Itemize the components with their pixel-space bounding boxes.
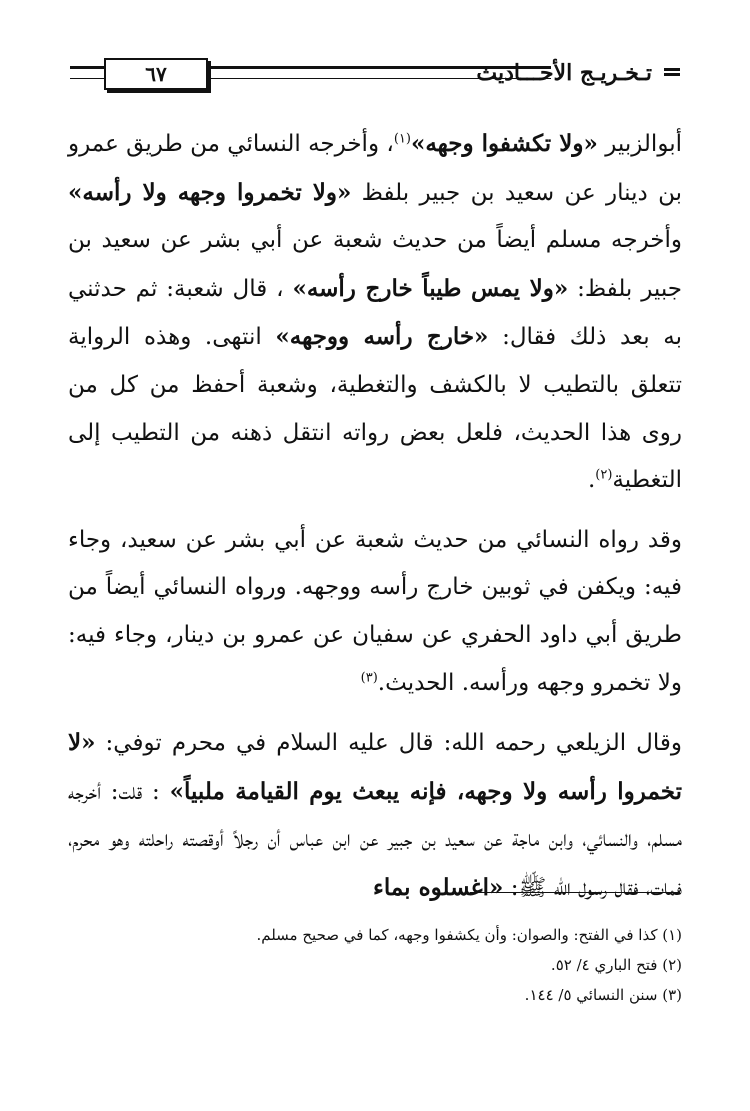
header-rule xyxy=(206,66,551,79)
quoted-hadith: «اغسلوه بماء xyxy=(373,873,504,901)
header-rule-left xyxy=(70,66,104,79)
quoted-hadith: «ولا يمس طيباً خارج رأسه» xyxy=(292,274,569,302)
paragraph xyxy=(68,719,682,912)
quoted-hadith: «ولا تخمروا وجهه ولا رأسه» xyxy=(68,178,352,206)
text-run: ، وأخرجه النسائي من طريق عمرو بن دينار عن سعيد بن جبير بلفظ xyxy=(68,131,682,206)
paragraph xyxy=(68,517,682,707)
quoted-hadith: «خارج رأسه ووجهه» xyxy=(275,323,489,351)
paragraph xyxy=(68,120,682,505)
quoted-hadith: «لا تخمروا رأسه ولا وجهه، فإنه يبعث يوم القيامة ملبياً» xyxy=(68,729,683,805)
footnote-ref: (٢) xyxy=(595,467,613,483)
quoted-hadith: «ولا تكشفوا وجهه» xyxy=(410,130,598,157)
chapter-title: تـخـريـج الأحـــاديث xyxy=(476,60,652,86)
text-run: ، قال شعبة: ثم حدثني به بعد ذلك فقال: xyxy=(68,275,682,351)
text-run: . xyxy=(587,467,596,494)
page-number: ٦٧ xyxy=(104,58,208,90)
footnote: (٢) فتح الباري ٤/ ٥٢. xyxy=(550,956,682,974)
footnote: (١) كذا في الفتح: والصوان: وأن يكشفوا وجهه، كما في صحيح مسلم. xyxy=(256,926,682,944)
text-run: وقد رواه النسائي من حديث شعبة عن أبي بشر عن سعيد، وجاء فيه: ويكفن في ثوبين خارج رأسه ووجهه. ورواه النسائي أيضاً من طريق أبي داود الحفري عن سفيان عن عمرو بن دينار، وجاء فيه: ولا تخمرو وجهه ورأسه. الحديث. xyxy=(68,526,682,696)
running-header xyxy=(70,58,680,92)
footnote-ref: (١) xyxy=(393,131,411,147)
main-text xyxy=(68,120,682,925)
text-run: وأخرجه مسلم أيضاً من حديث شعبة عن أبي بشر عن سعيد بن جبير بلفظ: xyxy=(68,227,682,302)
footnote: (٣) سنن النسائي ٥/ ١٤٤. xyxy=(524,986,682,1004)
text-run: وقال الزيلعي رحمه الله: قال عليه السلام في محرم توفي: xyxy=(95,730,682,757)
footnote-separator xyxy=(470,892,680,893)
text-run: أبوالزبير xyxy=(597,131,682,157)
footnote-ref: (٣) xyxy=(360,669,378,685)
text-run: انتهى. وهذه الرواية تتعلق بالتطيب لا بالكشف والتغطية، وشعبة أحفظ من كل من روى هذا الحديث، فلعل بعض رواته انتقل ذهنه من التطيب إلى التغطية xyxy=(68,324,682,494)
footnotes xyxy=(68,920,682,1010)
header-bullet-icon xyxy=(664,68,680,80)
text-run: : قلت: أخرجه مسلم، والنسائي، وابن ماجة عن سعيد بن جبير عن ابن عباس أن رجلاً أوقصته راحلته وهو محرم، فمات، فقال رسول الله ﷺ: xyxy=(68,778,682,901)
